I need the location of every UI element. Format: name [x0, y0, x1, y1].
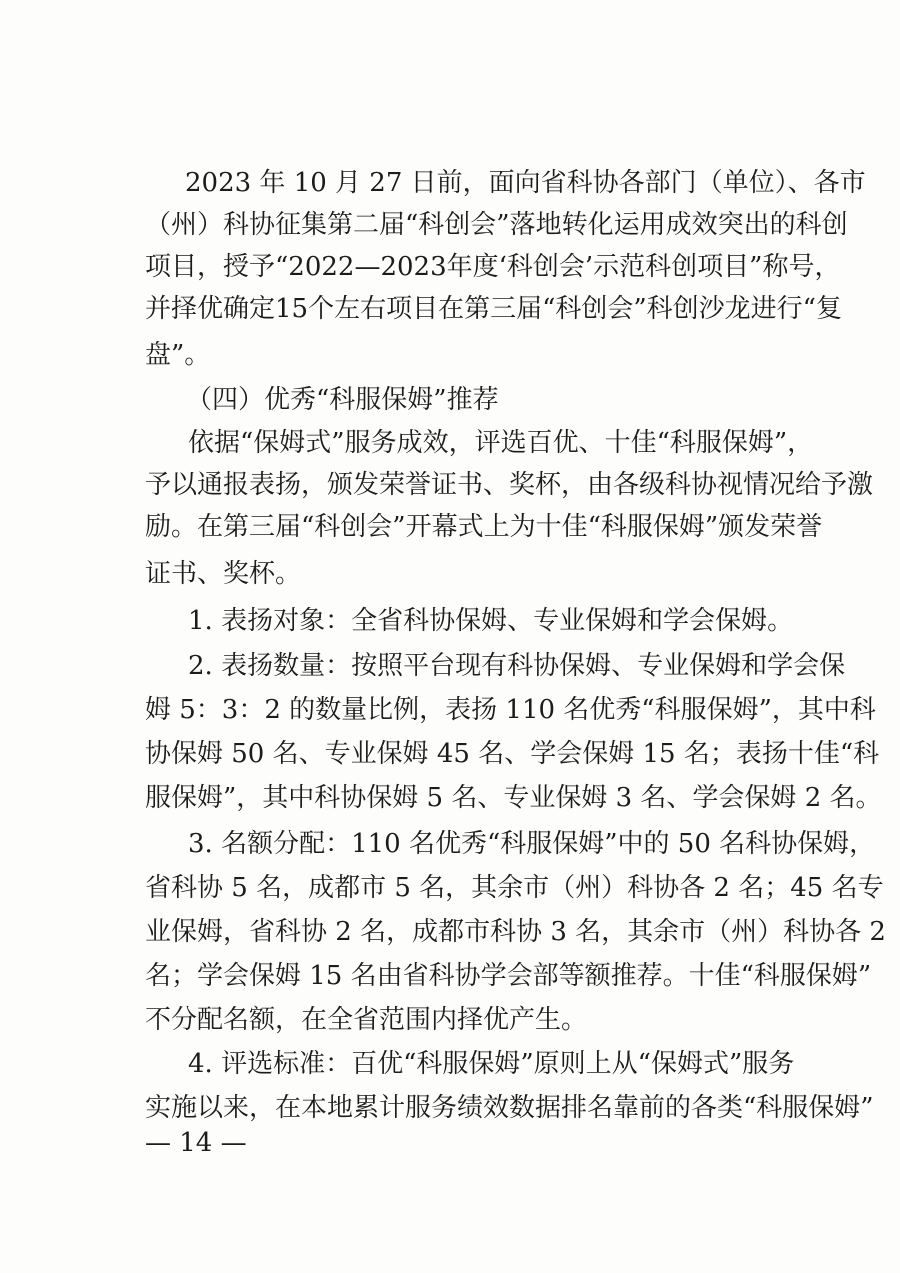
text-line: 项目，授予“2022—2023年度‘科创会’示范科创项目”称号，: [145, 252, 841, 282]
page-number: — 14 —: [145, 1128, 247, 1158]
text-line: 服保姆”，其中科协保姆 5 名、专业保姆 3 名、学会保姆 2 名。: [145, 783, 882, 813]
list-item: 2. 表扬数量：按照平台现有科协保姆、专业保姆和学会保: [188, 651, 846, 681]
text-line: 2023 年 10 月 27 日前，面向省科协各部门（单位）、各市: [185, 168, 866, 198]
text-line: 协保姆 50 名、专业保姆 45 名、学会保姆 15 名；表扬十佳“科: [145, 739, 880, 769]
text-line: 盘”。: [145, 340, 211, 370]
list-item: 3. 名额分配：110 名优秀“科服保姆”中的 50 名科协保姆，: [188, 829, 876, 859]
text-line: 励。在第三届“科创会”开幕式上为十佳“科服保姆”颁发荣誉: [145, 512, 823, 542]
section-heading: （四）优秀“科服保姆”推荐: [186, 385, 499, 415]
text-line: 予以通报表扬，颁发荣誉证书、奖杯，由各级科协视情况给予激: [145, 470, 874, 500]
text-line: 依据“保姆式”服务成效，评选百优、十佳“科服保姆”，: [188, 428, 814, 458]
text-line: 姆 5：3：2 的数量比例，表扬 110 名优秀“科服保姆”，其中科: [145, 695, 876, 725]
list-item: 1. 表扬对象：全省科协保姆、专业保姆和学会保姆。: [188, 606, 794, 636]
text-line: 业保姆，省科协 2 名，成都市科协 3 名，其余市（州）科协各 2: [145, 917, 886, 947]
text-line: 并择优确定15个左右项目在第三届“科创会”科创沙龙进行“复: [145, 294, 842, 324]
text-line: 实施以来，在本地累计服务绩效数据排名靠前的各类“科服保姆”: [145, 1093, 874, 1123]
text-line: （州）科协征集第二届“科创会”落地转化运用成效突出的科创: [145, 210, 848, 240]
text-line: 省科协 5 名，成都市 5 名，其余市（州）科协各 2 名；45 名专: [145, 873, 884, 903]
text-line: 证书、奖杯。: [145, 559, 302, 589]
text-line: 不分配名额，在全省范围内择优产生。: [145, 1005, 588, 1035]
list-item: 4. 评选标准：百优“科服保姆”原则上从“保姆式”服务: [188, 1049, 795, 1079]
text-line: 名；学会保姆 15 名由省科协学会部等额推荐。十佳“科服保姆”: [145, 961, 872, 991]
